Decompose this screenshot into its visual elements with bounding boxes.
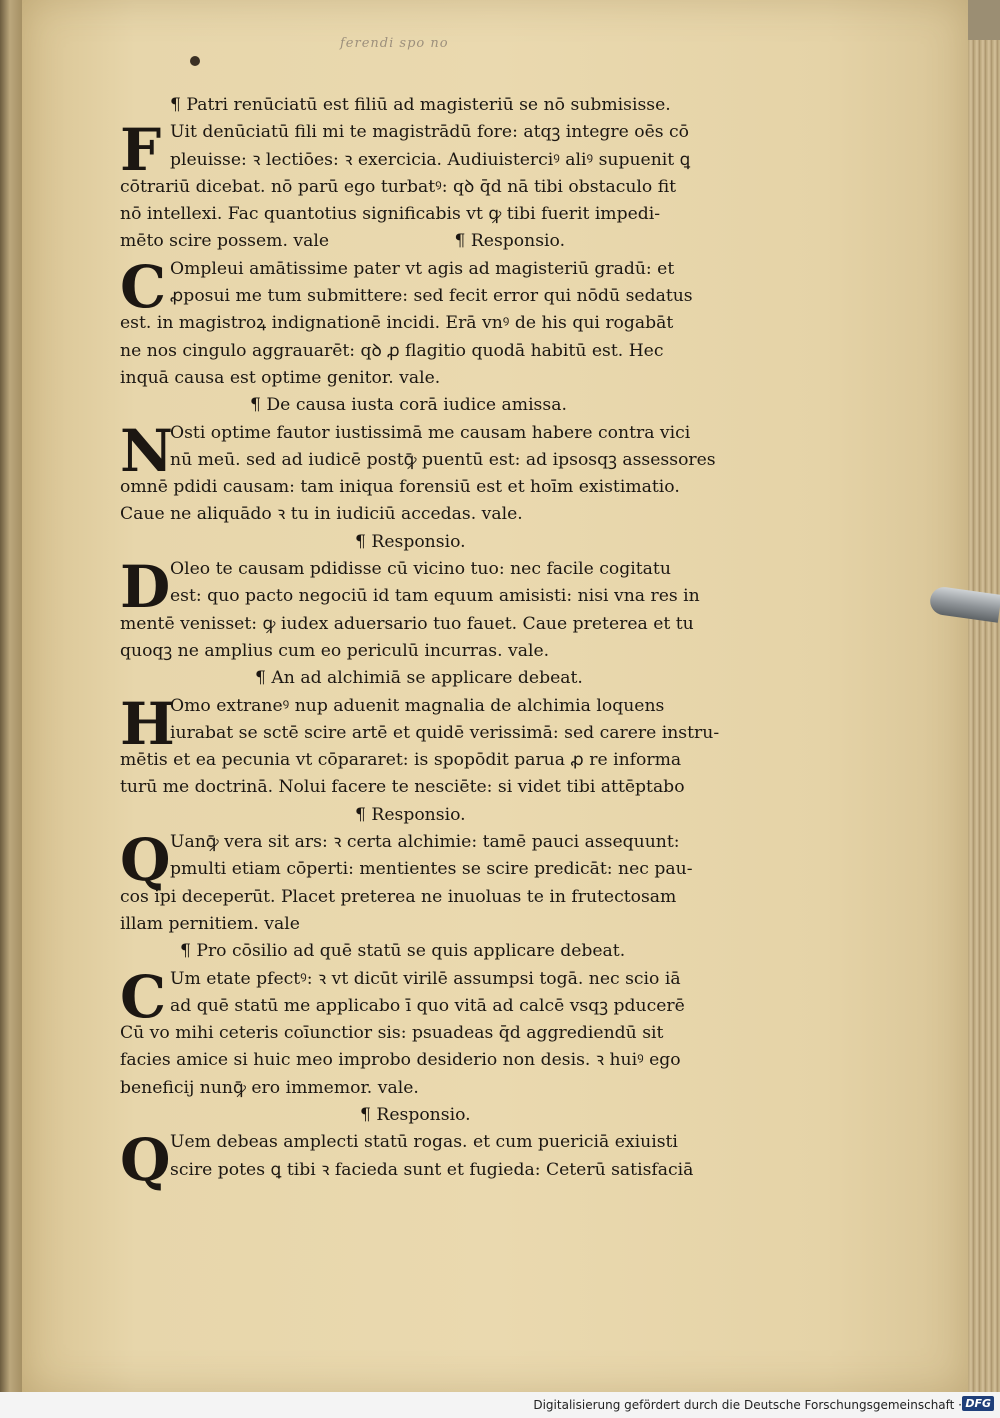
paragraph bbox=[120, 962, 820, 1102]
text-line: nō intellexi. Fac quantotius significabis vt ꝙ tibi fuerit impedi- bbox=[120, 204, 661, 225]
binding-edge bbox=[0, 0, 22, 1392]
paragraph bbox=[120, 553, 820, 665]
section-heading: ¶ Responsio. bbox=[360, 1104, 471, 1125]
text-line: cos ipi deceperūt. Placet preterea ne inuoluas te in frutectosam bbox=[120, 886, 677, 907]
text-line: ne nos cingulo aggrauarēt: qꝺ ꝓ flagitio quodā habitū est. Hec bbox=[120, 340, 664, 361]
paragraph bbox=[120, 1126, 820, 1195]
text-line: Uit denūciatū fili mi te magistrādū fore: atqꝫ integre oēs cō bbox=[170, 122, 689, 143]
ink-dot bbox=[190, 56, 200, 66]
text-line: Osti optime fautor iustissimā me causam habere contra vici bbox=[170, 422, 691, 443]
drop-initial: F bbox=[120, 116, 162, 185]
text-line: est. in magistroꝝ indignationē incidi. Erā vnꝰ de his qui rogabāt bbox=[120, 313, 674, 334]
text-line: cōtrariū dicebat. nō parū ego turbatꝰ: qꝺ q̄d nā tibi obstaculo fit bbox=[120, 176, 677, 197]
text-line: mētis et ea pecunia vt cōpararet: is spopōdit parua ꝓ re informa bbox=[120, 750, 682, 771]
printed-text bbox=[120, 92, 820, 1195]
text-line: ad quē statū me applicabo ī quo vitā ad calcē vsqꝫ pducerē bbox=[170, 995, 685, 1016]
text-line: Uanꝙ̄ vera sit ars: ꝛ certa alchimie: tamē pauci assequunt: bbox=[170, 832, 680, 853]
text-line: Oleo te causam pdidisse cū vicino tuo: nec facile cogitatu bbox=[170, 559, 671, 580]
section-heading: ¶ Patri renūciatū est filiū ad magisteriū se nō submisisse. bbox=[170, 95, 671, 115]
text-line: omnē pdidi causam: tam iniqua forensiū est et hoīm existimatio. bbox=[120, 477, 680, 498]
text-line: Caue ne aliquādo ꝛ tu in iudiciū accedas. vale. bbox=[120, 504, 523, 525]
text-line: scire potes ꝗ tibi ꝛ facieda sunt et fugieda: Ceterū satisfaciā bbox=[170, 1159, 694, 1180]
section-heading: ¶ An ad alchimiā se applicare debeat. bbox=[255, 668, 583, 689]
footer-bar bbox=[0, 1392, 1000, 1418]
text-line: Ompleui amātissime pater vt agis ad magisteriū gradū: et bbox=[170, 258, 675, 279]
text-line: iurabat se sctē scire artē et quidē verissimā: sed carere instru- bbox=[170, 722, 720, 743]
section-heading: ¶ Responsio. bbox=[355, 804, 466, 825]
text-line: pmulti etiam cōperti: mentientes se scire predicāt: nec pau- bbox=[170, 859, 693, 880]
text-line: quoqꝫ ne amplius cum eo periculū incurras. vale. bbox=[120, 640, 550, 661]
text-fragment: mēto scire possem. vale bbox=[120, 231, 329, 252]
pencil-annotation: ferendi spo no bbox=[340, 36, 449, 51]
section-heading: ¶ Pro cōsilio ad quē statū se quis applicare debeat. bbox=[180, 941, 626, 962]
drop-initial: H bbox=[120, 689, 175, 758]
text-line: turū me doctrinā. Nolui facere te nesciēte: si videt tibi attēptabo bbox=[120, 777, 685, 798]
section-heading: ¶ De causa iusta corā iudice amissa. bbox=[250, 395, 567, 416]
text-line: Uem debeas amplecti statū rogas. et cum puericiā exiuisti bbox=[170, 1132, 678, 1153]
drop-initial: N bbox=[120, 416, 174, 485]
text-line: beneficij nunꝙ̄ ero immemor. vale. bbox=[120, 1077, 419, 1098]
drop-initial: Q bbox=[120, 826, 171, 895]
paragraph bbox=[120, 252, 820, 392]
paragraph bbox=[120, 689, 820, 802]
section-heading: ¶ Responsio. bbox=[454, 231, 566, 252]
drop-initial: Q bbox=[120, 1126, 171, 1195]
section-heading: ¶ Responsio. bbox=[355, 531, 466, 552]
text-line bbox=[120, 228, 820, 255]
page-stack-edge bbox=[968, 40, 1000, 1392]
paragraph bbox=[120, 826, 820, 938]
text-line: Omo extraneꝰ nup aduenit magnalia de alchimia loquens bbox=[170, 695, 665, 716]
text-line: ꝓposui me tum submittere: sed fecit error qui nōdū sedatus bbox=[170, 286, 693, 307]
text-line: Um etate pfectꝰ: ꝛ vt dicūt virilē assumpsi togā. nec scio iā bbox=[170, 968, 681, 989]
text-line: est: quo pacto negociū id tam equum amisisti: nisi vna res in bbox=[170, 586, 700, 607]
text-line: pleuisse: ꝛ lectiōes: ꝛ exercicia. Audiuisterciꝰ aliꝰ supuenit ꝗ bbox=[170, 149, 691, 170]
text-line: facies amice si huic meo improbo desiderio non desis. ꝛ huiꝰ ego bbox=[120, 1050, 681, 1071]
funding-credit: Digitalisierung gefördert durch die Deutsche Forschungsgemeinschaft · bbox=[533, 1398, 962, 1412]
drop-initial: D bbox=[120, 553, 171, 622]
paragraph bbox=[120, 416, 820, 529]
text-line: Cū vo mihi ceteris coīunctior sis: psuadeas q̄d aggrediendū sit bbox=[120, 1023, 664, 1044]
text-line: illam pernitiem. vale bbox=[120, 913, 300, 934]
drop-initial: C bbox=[120, 962, 167, 1031]
text-line: inquā causa est optime genitor. vale. bbox=[120, 367, 441, 388]
dfg-logo: DFG bbox=[962, 1396, 994, 1411]
text-line: mentē venisset: ꝙ iudex aduersario tuo fauet. Caue preterea et tu bbox=[120, 613, 694, 634]
text-line: nū meū. sed ad iudicē postꝙ̄ puentū est: ad ipsosqꝫ assessores bbox=[170, 449, 716, 470]
drop-initial: C bbox=[120, 252, 167, 321]
paragraph bbox=[120, 116, 820, 255]
